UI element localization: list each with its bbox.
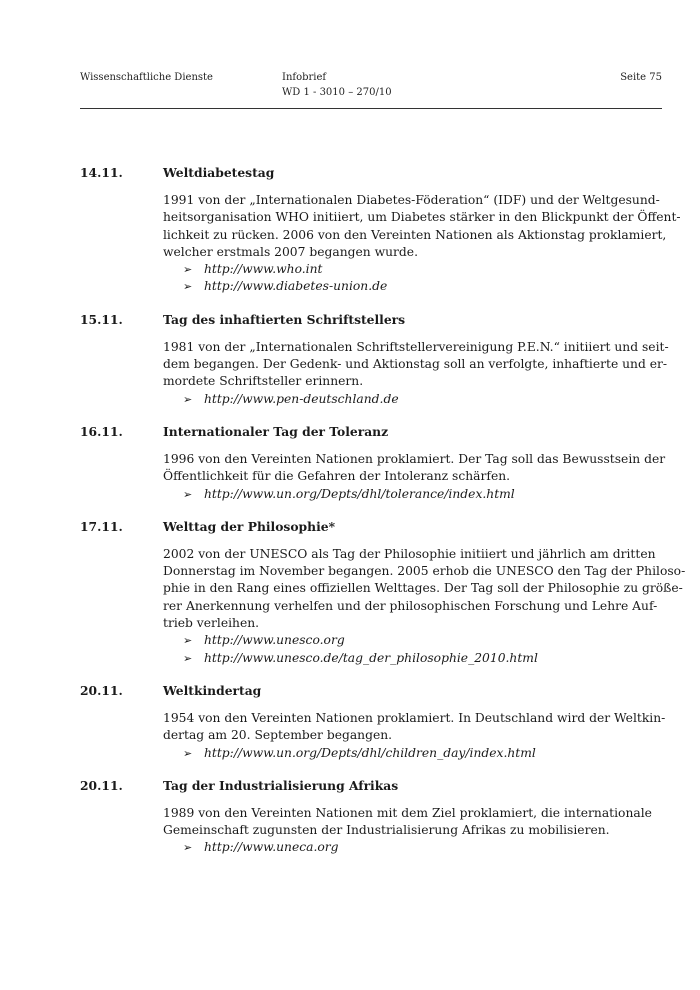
link-url[interactable]: http://www.unesco.org: [204, 633, 345, 648]
entry-body: [163, 805, 652, 857]
link-item: [163, 278, 641, 295]
entry-links: [163, 486, 641, 503]
description-line: mordete Schriftsteller erinnern.: [163, 374, 364, 389]
link-url[interactable]: http://www.unesco.de/tag_der_philosophie_2010.html: [204, 650, 538, 665]
entry-header: [80, 423, 662, 441]
entry-header: [80, 311, 662, 329]
description-line: 1989 von den Vereinten Nationen mit dem Ziel proklamiert, die internationale: [163, 805, 652, 820]
link-url[interactable]: http://www.diabetes-union.de: [204, 279, 388, 294]
description-line: 1996 von den Vereinten Nationen proklamiert. Der Tag soll das Bewusstsein der: [163, 451, 666, 466]
arrow-bullet-icon: ➢: [183, 263, 193, 277]
link-item: [163, 839, 641, 856]
arrow-bullet-icon: ➢: [183, 651, 193, 665]
link-item: [163, 391, 641, 408]
entry-body: [163, 339, 669, 408]
link-url[interactable]: http://www.who.int: [204, 262, 323, 277]
link-url[interactable]: http://www.uneca.org: [204, 840, 339, 855]
entry: [80, 164, 681, 296]
description-line: 1981 von der „Internationalen Schriftstellervereinigung P.E.N.“ initiiert und seit-: [163, 339, 669, 354]
description-line: 1991 von der „Internationalen Diabetes-Föderation“ (IDF) und der Weltgesund-: [163, 193, 660, 207]
entry-list: [80, 164, 686, 872]
entry: [80, 518, 686, 667]
entry-links: [163, 632, 641, 667]
entry-date: 16.11.: [80, 423, 123, 439]
entry-title: Welttag der Philosophie*: [163, 518, 336, 534]
description-line: phie in den Rang eines offiziellen Welttages. Der Tag soll der Philosophie zu größe-: [163, 581, 683, 596]
link-url[interactable]: http://www.pen-deutschland.de: [204, 391, 399, 406]
entry-description: [163, 805, 652, 840]
entry: [80, 777, 662, 857]
link-url[interactable]: http://www.un.org/Depts/dhl/children_day/index.html: [204, 745, 536, 760]
entry-description: [163, 451, 666, 486]
header-document-info: [282, 70, 392, 100]
entry-links: [163, 745, 641, 762]
description-line: trieb verleihen.: [163, 616, 260, 631]
entry-links: [163, 391, 641, 408]
description-line: welcher erstmals 2007 begangen wurde.: [163, 244, 418, 259]
description-line: Öffentlichkeit für die Gefahren der Intoleranz schärfen.: [163, 469, 511, 484]
entry: [80, 682, 666, 762]
entry: [80, 423, 666, 503]
entry-body: [163, 451, 666, 503]
description-line: Donnerstag im November begangen. 2005 erhob die UNESCO den Tag der Philoso-: [163, 564, 686, 579]
entry-title: Weltkindertag: [163, 682, 262, 698]
description-line: lichkeit zu rücken. 2006 von den Vereinten Nationen als Aktionstag proklamiert,: [163, 227, 667, 242]
header-department: Wissenschaftliche Dienste: [80, 72, 213, 83]
description-line: 2002 von der UNESCO als Tag der Philosophie initiiert und jährlich am dritten: [163, 546, 656, 561]
entry-description: [163, 710, 666, 745]
entry-header: [80, 164, 662, 182]
link-url[interactable]: http://www.un.org/Depts/dhl/tolerance/index.html: [204, 486, 515, 501]
entry-links: [163, 261, 641, 296]
entry-description: [163, 192, 681, 261]
description-line: 1954 von den Vereinten Nationen proklamiert. In Deutschland wird der Weltkin-: [163, 710, 666, 725]
entry-header: [80, 518, 662, 536]
description-line: heitsorganisation WHO initiiert, um Diabetes stärker in den Blickpunkt der Öffent-: [163, 210, 681, 225]
entry: [80, 311, 669, 408]
entry-date: 20.11.: [80, 682, 123, 698]
header-doc-type: Infobrief: [282, 72, 327, 83]
description-line: Gemeinschaft zugunsten der Industrialisierung Afrikas zu mobilisieren.: [163, 823, 610, 838]
arrow-bullet-icon: ➢: [183, 280, 193, 294]
description-line: dertag am 20. September begangen.: [163, 728, 393, 743]
arrow-bullet-icon: ➢: [183, 841, 193, 855]
arrow-bullet-icon: ➢: [183, 487, 193, 501]
link-item: [163, 486, 641, 503]
description-line: dem begangen. Der Gedenk- und Aktionstag soll an verfolgte, inhaftierte und er-: [163, 357, 668, 372]
entry-date: 15.11.: [80, 311, 123, 327]
entry-title: Tag des inhaftierten Schriftstellers: [163, 311, 406, 327]
arrow-bullet-icon: ➢: [183, 392, 193, 406]
link-item: [163, 650, 641, 667]
entry-description: [163, 546, 686, 632]
header-divider: [80, 108, 662, 109]
entry-date: 20.11.: [80, 777, 123, 793]
entry-date: 17.11.: [80, 518, 123, 534]
entry-body: [163, 192, 681, 296]
entry-title: Internationaler Tag der Toleranz: [163, 423, 389, 439]
page-header: [80, 70, 662, 108]
entry-date: 14.11.: [80, 165, 123, 180]
entry-header: [80, 777, 662, 795]
link-item: [163, 745, 641, 762]
link-item: [163, 261, 641, 278]
header-doc-number: WD 1 - 3010 – 270/10: [282, 87, 392, 98]
entry-title: Weltdiabetestag: [163, 165, 275, 180]
entry-description: [163, 339, 669, 391]
entry-body: [163, 710, 666, 762]
entry-links: [163, 839, 641, 856]
link-item: [163, 632, 641, 649]
header-page-number: Seite 75: [620, 72, 662, 83]
entry-header: [80, 682, 662, 700]
entry-body: [163, 546, 686, 667]
arrow-bullet-icon: ➢: [183, 634, 193, 648]
description-line: rer Anerkennung verhelfen und der philosophischen Forschung und Lehre Auf-: [163, 598, 658, 613]
arrow-bullet-icon: ➢: [183, 746, 193, 760]
entry-title: Tag der Industrialisierung Afrikas: [163, 777, 399, 793]
